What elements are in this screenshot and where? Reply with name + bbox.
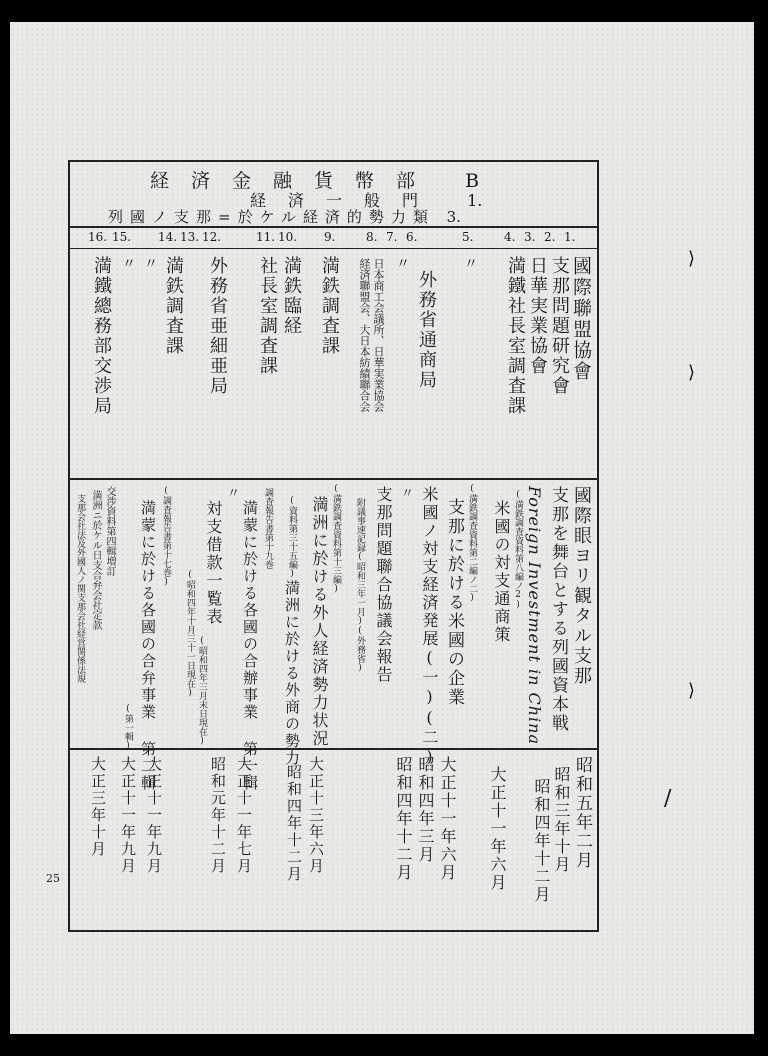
date-12: 昭和元年十二月 [209,756,227,875]
author-4: 満鐵社長室調査課 [505,256,526,416]
title-4-note: (満鉄調査資料第八編ノ2) [513,490,523,610]
ditto-mark: 〃 [224,486,239,501]
ditto-mark: 〃 [462,256,478,272]
title-13: 満蒙に於ける各國の合弁事業 第二輯 [139,500,157,792]
item-number: 12. [202,230,222,244]
author-11: 社長室調査課 [257,256,278,376]
title-1: 國際眼ヨリ観タル支那 [571,486,592,686]
title-11-note: 調査報告書第十九巻 [263,488,273,569]
item-number: 16. [88,230,108,244]
table-bottom-border [68,930,598,932]
margin-tick-icon: ⟩ [688,248,696,269]
ditto-mark: 〃 [398,486,413,501]
item-number: 13. [180,230,200,244]
item-number: 14. [158,230,178,244]
header-3-num: 3. [446,208,461,226]
header-1-text: 経済一般門 [250,191,441,210]
margin-tick-icon: ⟩ [688,362,696,383]
title-10: 満洲に於ける外商の勢力 [283,580,301,767]
item-number: 3. [524,230,536,244]
table-left-border [68,160,70,932]
date-8: 昭和四年十二月 [394,756,413,882]
date-13: 大正十一年九月 [145,756,163,875]
item-number: 1. [564,230,576,244]
author-7-8-line1: 日本商工会議所、日華実業協会 [372,258,385,412]
author-9: 満鉄調査課 [319,256,340,356]
title-2: 支那を舞台とする列國資本戦 [548,486,568,733]
date-4: 大正十一年六月 [488,766,507,892]
date-16: 大正三年十月 [89,756,107,858]
title-14-note: (第一輯) [123,704,133,751]
author-title-divider [68,478,598,480]
item-number: 5. [462,230,474,244]
author-7-8-line2: 経済聯盟会、大日本紡績聯合会 [358,258,371,412]
author-10: 満鉄臨経 [281,256,302,336]
item-number: 8. [366,230,378,244]
date-2: 昭和三年十月 [552,766,571,874]
title-15-line1: 交渉資料第四輯増訂 [104,486,115,576]
item-number: 6. [406,230,418,244]
header-b-letter: B [465,170,480,192]
margin-slash-icon: ∕ [664,786,672,811]
title-12-note-1: (昭和四年十月三十一日現在) [185,570,195,698]
item-number: 4. [504,230,516,244]
date-10: 昭和四年十二月 [285,764,303,883]
ditto-mark: 〃 [142,256,158,272]
title-6: 支那に於ける米國の企業 [444,498,464,707]
table-top-border [68,160,598,162]
title-7: 米國ノ対支経済発展(一)(二) [420,486,439,768]
item-number: 7. [386,230,398,244]
title-12: 対支借款一覧表 [204,500,223,626]
author-13: 満鉄調査課 [163,256,184,356]
title-12-note-2: (昭和四年三月末日現在) [197,636,207,746]
title-11: 満蒙に於ける各國の合辦事業 第一輯 [241,500,259,792]
margin-tick-icon: ⟩ [688,680,696,701]
ditto-mark: 〃 [394,256,410,272]
item-number: 15. [112,230,132,244]
author-3: 日華実業協會 [527,256,548,376]
title-3-english [525,486,546,746]
item-number: 2. [544,230,556,244]
header-1-num: 1. [467,191,483,210]
title-9-note: (満鉄調査資料第十三編) [331,484,341,594]
title-8-note: 附議事速記録(昭和三年一月)(外務省) [355,498,365,673]
header-3-text: 列國ノ支那=於ケル経済的勢力類 [108,208,435,226]
title-15-line2: 満洲ニ於ケル日支合弁会社定款 [90,490,101,630]
number-row-divider [68,248,598,249]
header-row-3 [108,206,461,227]
table-right-border [597,160,599,932]
item-number: 10. [278,230,298,244]
author-16: 満鐵總務部交渉局 [91,256,112,416]
title-4: 米國の対支通商策 [492,500,511,644]
date-14: 大正十一年九月 [119,756,137,875]
author-2: 支那問題研究會 [549,256,570,396]
item-number: 11. [256,230,276,244]
date-7: 昭和四年三月 [416,756,435,864]
item-number: 9. [324,230,336,244]
title-5-note: (満鉄調査資料第二編ノ二) [467,484,477,603]
page-mark: 25 [46,872,60,885]
title-8: 支那問題聯合協議会報告 [374,486,393,684]
date-3: 昭和四年十二月 [532,778,551,904]
date-11: 大正十一年七月 [235,756,253,875]
title-16-line1: 支那会社法及外國人ノ関支那会社経営関係法規 [75,494,85,683]
author-6: 外務省通商局 [416,270,437,390]
header-b-text: 経済金融貨幣部 [150,170,438,192]
author-1: 國際聯盟協會 [570,256,592,382]
author-12: 外務省亜細亜局 [207,256,228,396]
date-1: 昭和五年二月 [572,756,592,870]
date-9: 大正十三年六月 [307,756,325,875]
title-13-note: (調査報告書第十七巻) [161,486,171,587]
date-6: 大正十一年六月 [438,756,457,882]
ditto-mark: 〃 [120,256,136,272]
title-9: 満洲に於ける外人経済勢力状況 [310,496,329,748]
title-10-note: (資料第三十五編) [287,496,297,579]
title-3-text: Foreign Investment in China [525,486,544,745]
